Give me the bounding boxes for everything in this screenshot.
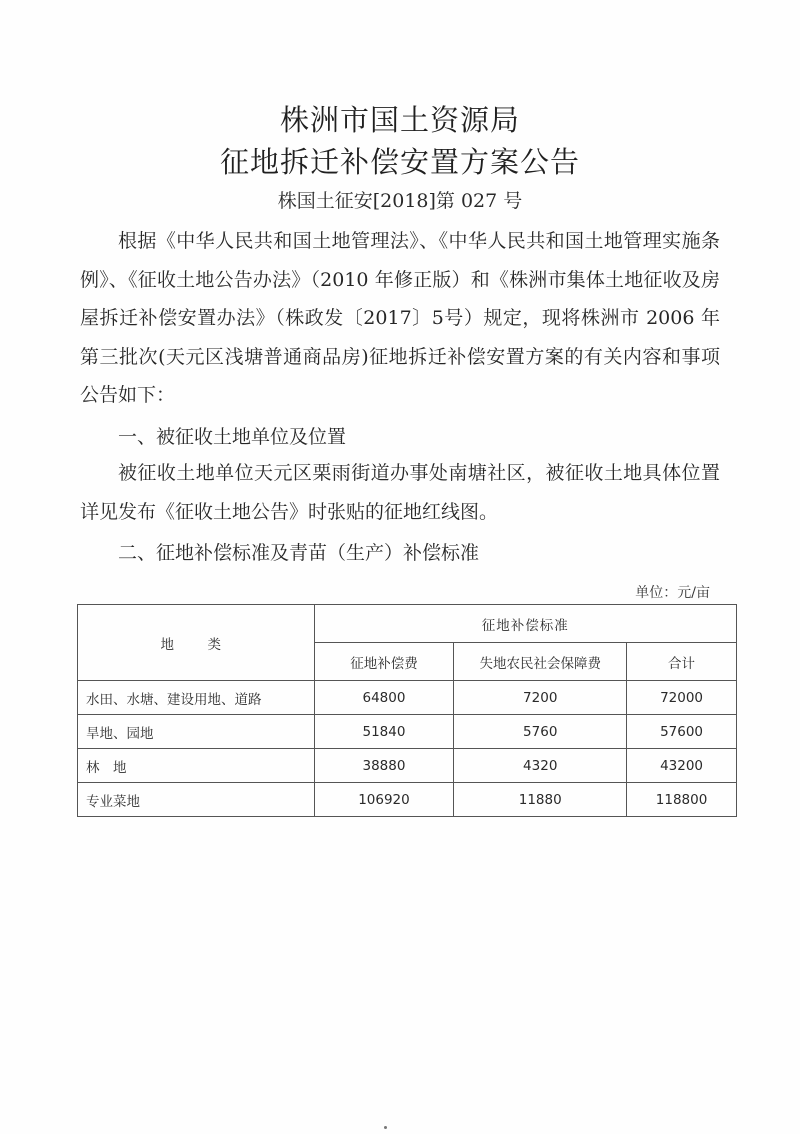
row-total: 43200	[627, 749, 737, 783]
header-compensation-standard: 征地补偿标准	[314, 605, 736, 643]
row-total: 72000	[627, 681, 737, 715]
section2-heading: 二、征地补偿标准及青苗（生产）补偿标准	[118, 542, 480, 564]
row-land-type: 水田、水塘、建设用地、道路	[78, 681, 315, 715]
section1-heading: 一、被征收土地单位及位置	[118, 426, 347, 448]
header-total: 合计	[627, 643, 737, 681]
row-land-compensation-fee: 106920	[314, 783, 454, 817]
row-social-security-fee: 7200	[454, 681, 627, 715]
table-row	[78, 681, 737, 715]
header-social-security-fee: 失地农民社会保障费	[454, 643, 627, 681]
issuer-title: 株洲市国土资源局	[279, 103, 520, 137]
row-land-compensation-fee: 64800	[314, 681, 454, 715]
header-land-compensation-fee: 征地补偿费	[314, 643, 454, 681]
compensation-table	[77, 604, 737, 817]
header-land-type: 地 类	[78, 605, 315, 681]
row-social-security-fee: 4320	[454, 749, 627, 783]
table-row	[78, 715, 737, 749]
row-land-type: 旱地、园地	[78, 715, 315, 749]
table-row	[78, 783, 737, 817]
table-row	[78, 749, 737, 783]
document-number: 株国土征安[2018]第 027 号	[277, 190, 523, 212]
row-total: 118800	[627, 783, 737, 817]
row-land-compensation-fee: 51840	[314, 715, 454, 749]
table-header-row	[78, 605, 737, 643]
scan-dot	[384, 1126, 387, 1129]
row-land-type: 林 地	[78, 749, 315, 783]
announcement-title: 征地拆迁补偿安置方案公告	[219, 145, 580, 179]
row-social-security-fee: 11880	[454, 783, 627, 817]
row-social-security-fee: 5760	[454, 715, 627, 749]
section1-paragraph: 被征收土地单位天元区栗雨街道办事处南塘社区，被征收土地具体位置详见发布《征收土地公告》时张贴的征地红线图。	[80, 462, 720, 523]
row-land-type: 专业菜地	[78, 783, 315, 817]
table-unit-label: 单位：元/亩	[635, 585, 710, 601]
intro-paragraph: 根据《中华人民共和国土地管理法》、《中华人民共和国土地管理实施条例》、《征收土地公告办法》（2010 年修正版）和《株洲市集体土地征收及房屋拆迁补偿安置办法》（株政发〔2017〕5号）规定，现将株洲市 2006 年第三批次(天元区浅塘普通商品房)征地拆迁补偿安置方案的有关内容和事项公告如下：	[80, 230, 720, 406]
row-land-compensation-fee: 38880	[314, 749, 454, 783]
row-total: 57600	[627, 715, 737, 749]
